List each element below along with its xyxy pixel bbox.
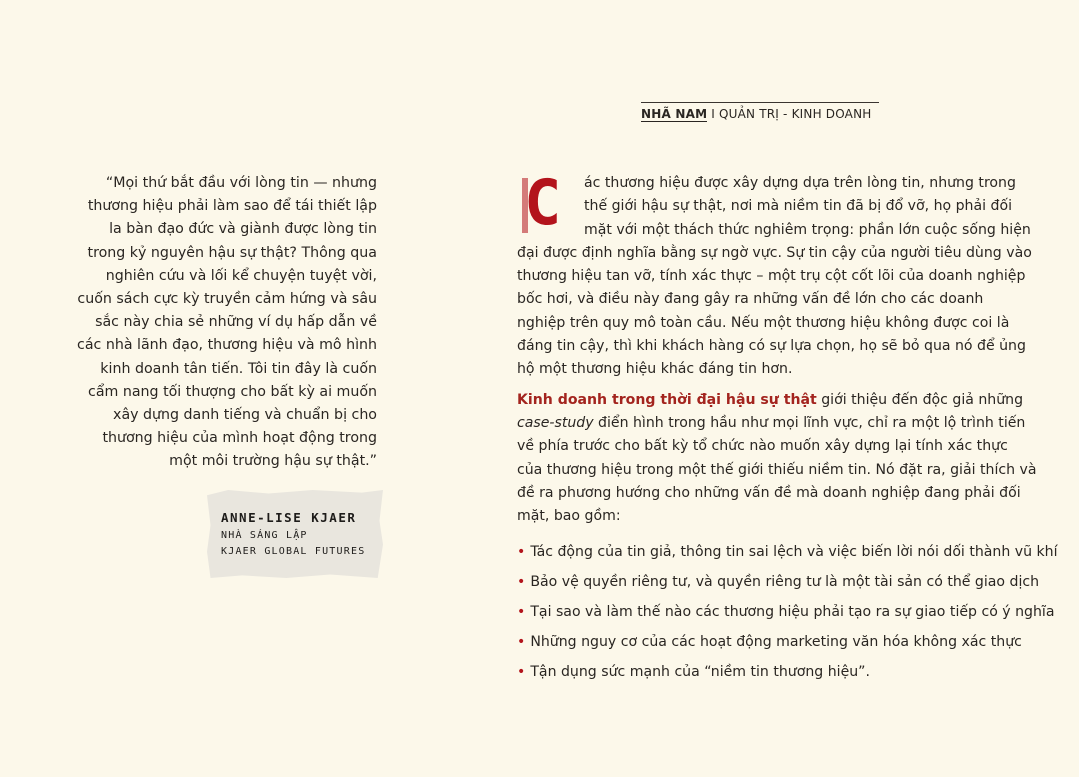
list-item bbox=[517, 661, 1004, 691]
blurb-body bbox=[517, 166, 1058, 691]
body-line bbox=[517, 412, 1026, 435]
body-line bbox=[517, 389, 1024, 412]
bullet-icon: • bbox=[517, 574, 526, 591]
bullet-icon: • bbox=[517, 664, 526, 681]
bullet-icon: • bbox=[517, 544, 526, 561]
body-line: thương hiệu tan vỡ, tính xác thực – một trụ cột cốt lõi của doanh nghiệp bbox=[517, 268, 1026, 285]
body-line: hộ một thương hiệu khác đáng tin hơn. bbox=[517, 361, 793, 378]
list-item bbox=[517, 571, 1040, 601]
blurb-paragraph-2 bbox=[517, 389, 1037, 529]
list-item bbox=[517, 631, 1022, 661]
quote-line: thương hiệu phải làm sao để tái thiết lập bbox=[87, 198, 377, 215]
quote-line: kinh doanh tân tiến. Tôi tin đây là cuốn bbox=[100, 360, 377, 377]
body-line: của thương hiệu trong một thế giới thiếu niềm tin. Nó đặt ra, giải thích và bbox=[517, 461, 1037, 478]
blurb-paragraph-1 bbox=[517, 166, 1032, 382]
list-item-text: Tác động của tin giả, thông tin sai lệch và việc biến lời nói dối thành vũ khí bbox=[530, 544, 1058, 561]
quote-line: một môi trường hậu sự thật.” bbox=[169, 453, 377, 470]
body-line: thế giới hậu sự thật, nơi mà niềm tin đã bị đổ vỡ, họ phải đối bbox=[584, 198, 1012, 215]
quote-line: xây dựng danh tiếng và chuẩn bị cho bbox=[113, 407, 377, 424]
quote-line: “Mọi thứ bắt đầu với lòng tin — nhưng bbox=[105, 175, 377, 191]
header-separator: I bbox=[711, 107, 715, 121]
attribution-name: ANNE-LISE KJAER bbox=[221, 510, 357, 525]
attribution bbox=[221, 510, 365, 560]
body-line: đại được định nghĩa bằng sự ngờ vực. Sự tin cậy của người tiêu dùng vào bbox=[517, 244, 1032, 261]
series-category: QUẢN TRỊ - KINH DOANH bbox=[718, 107, 872, 121]
topics-list bbox=[517, 541, 1058, 691]
body-line: mặt với một thách thức nghiêm trọng: phần lớn cuộc sống hiện bbox=[584, 221, 1031, 238]
quote-line: trong kỷ nguyên hậu sự thật? Thông qua bbox=[87, 244, 377, 261]
body-line: đáng tin cậy, thì khi khách hàng có sự lựa chọn, họ sẽ bỏ qua nó để ủng bbox=[517, 338, 1026, 355]
quote-line: la bàn đạo đức và giành được lòng tin bbox=[109, 221, 377, 238]
list-item bbox=[517, 541, 1058, 571]
list-item-text: Bảo vệ quyền riêng tư, và quyền riêng tư là một tài sản có thể giao dịch bbox=[530, 574, 1040, 591]
publisher-name: NHÃ NAM bbox=[641, 107, 708, 121]
quote-line: cẩm nang tối thượng cho bất kỳ ai muốn bbox=[88, 383, 377, 400]
series-header bbox=[641, 102, 879, 121]
quote-line: nghiên cứu và lối kể chuyện tuyệt vời, bbox=[105, 267, 377, 284]
body-text-span: giới thiệu đến độc giả những bbox=[816, 391, 1024, 408]
case-study-term: case-study bbox=[517, 414, 594, 431]
quote-line: sắc này chia sẻ những ví dụ hấp dẫn về bbox=[95, 314, 377, 331]
endorsement-quote bbox=[55, 172, 377, 474]
bullet-icon: • bbox=[517, 604, 526, 621]
attribution-company: KJAER GLOBAL FUTURES bbox=[221, 546, 366, 557]
list-item-text: Tận dụng sức mạnh của “niềm tin thương hiệu”. bbox=[530, 664, 870, 681]
list-item-text: Tại sao và làm thế nào các thương hiệu phải tạo ra sự giao tiếp có ý nghĩa bbox=[530, 604, 1055, 621]
body-line: về phía trước cho bất kỳ tổ chức nào muốn xây dựng lại tính xác thực bbox=[517, 438, 1008, 455]
bullet-icon: • bbox=[517, 634, 526, 651]
list-item bbox=[517, 601, 1055, 631]
body-line: mặt, bao gồm: bbox=[517, 508, 621, 525]
quote-line: thương hiệu của mình hoạt động trong bbox=[102, 430, 377, 447]
quote-line: các nhà lãnh đạo, thương hiệu và mô hình bbox=[77, 337, 377, 354]
quote-line: cuốn sách cực kỳ truyền cảm hứng và sâu bbox=[77, 291, 377, 308]
body-line: nghiệp trên quy mô toàn cầu. Nếu một thương hiệu không được coi là bbox=[517, 314, 1010, 331]
dropcap-letter: C bbox=[524, 166, 562, 239]
attribution-role: NHÀ SÁNG LẬP bbox=[221, 530, 308, 541]
list-item-text: Những nguy cơ của các hoạt động marketing văn hóa không xác thực bbox=[530, 634, 1022, 651]
book-title: Kinh doanh trong thời đại hậu sự thật bbox=[517, 391, 817, 408]
body-line: bốc hơi, và điều này đang gây ra những vấn đề lớn cho các doanh bbox=[517, 291, 984, 308]
body-text-span: điển hình trong hầu như mọi lĩnh vực, chỉ ra một lộ trình tiến bbox=[593, 414, 1026, 431]
body-line: ác thương hiệu được xây dựng dựa trên lòng tin, nhưng trong bbox=[584, 175, 1016, 191]
body-line: đề ra phương hướng cho những vấn đề mà doanh nghiệp đang phải đối bbox=[517, 484, 1021, 501]
